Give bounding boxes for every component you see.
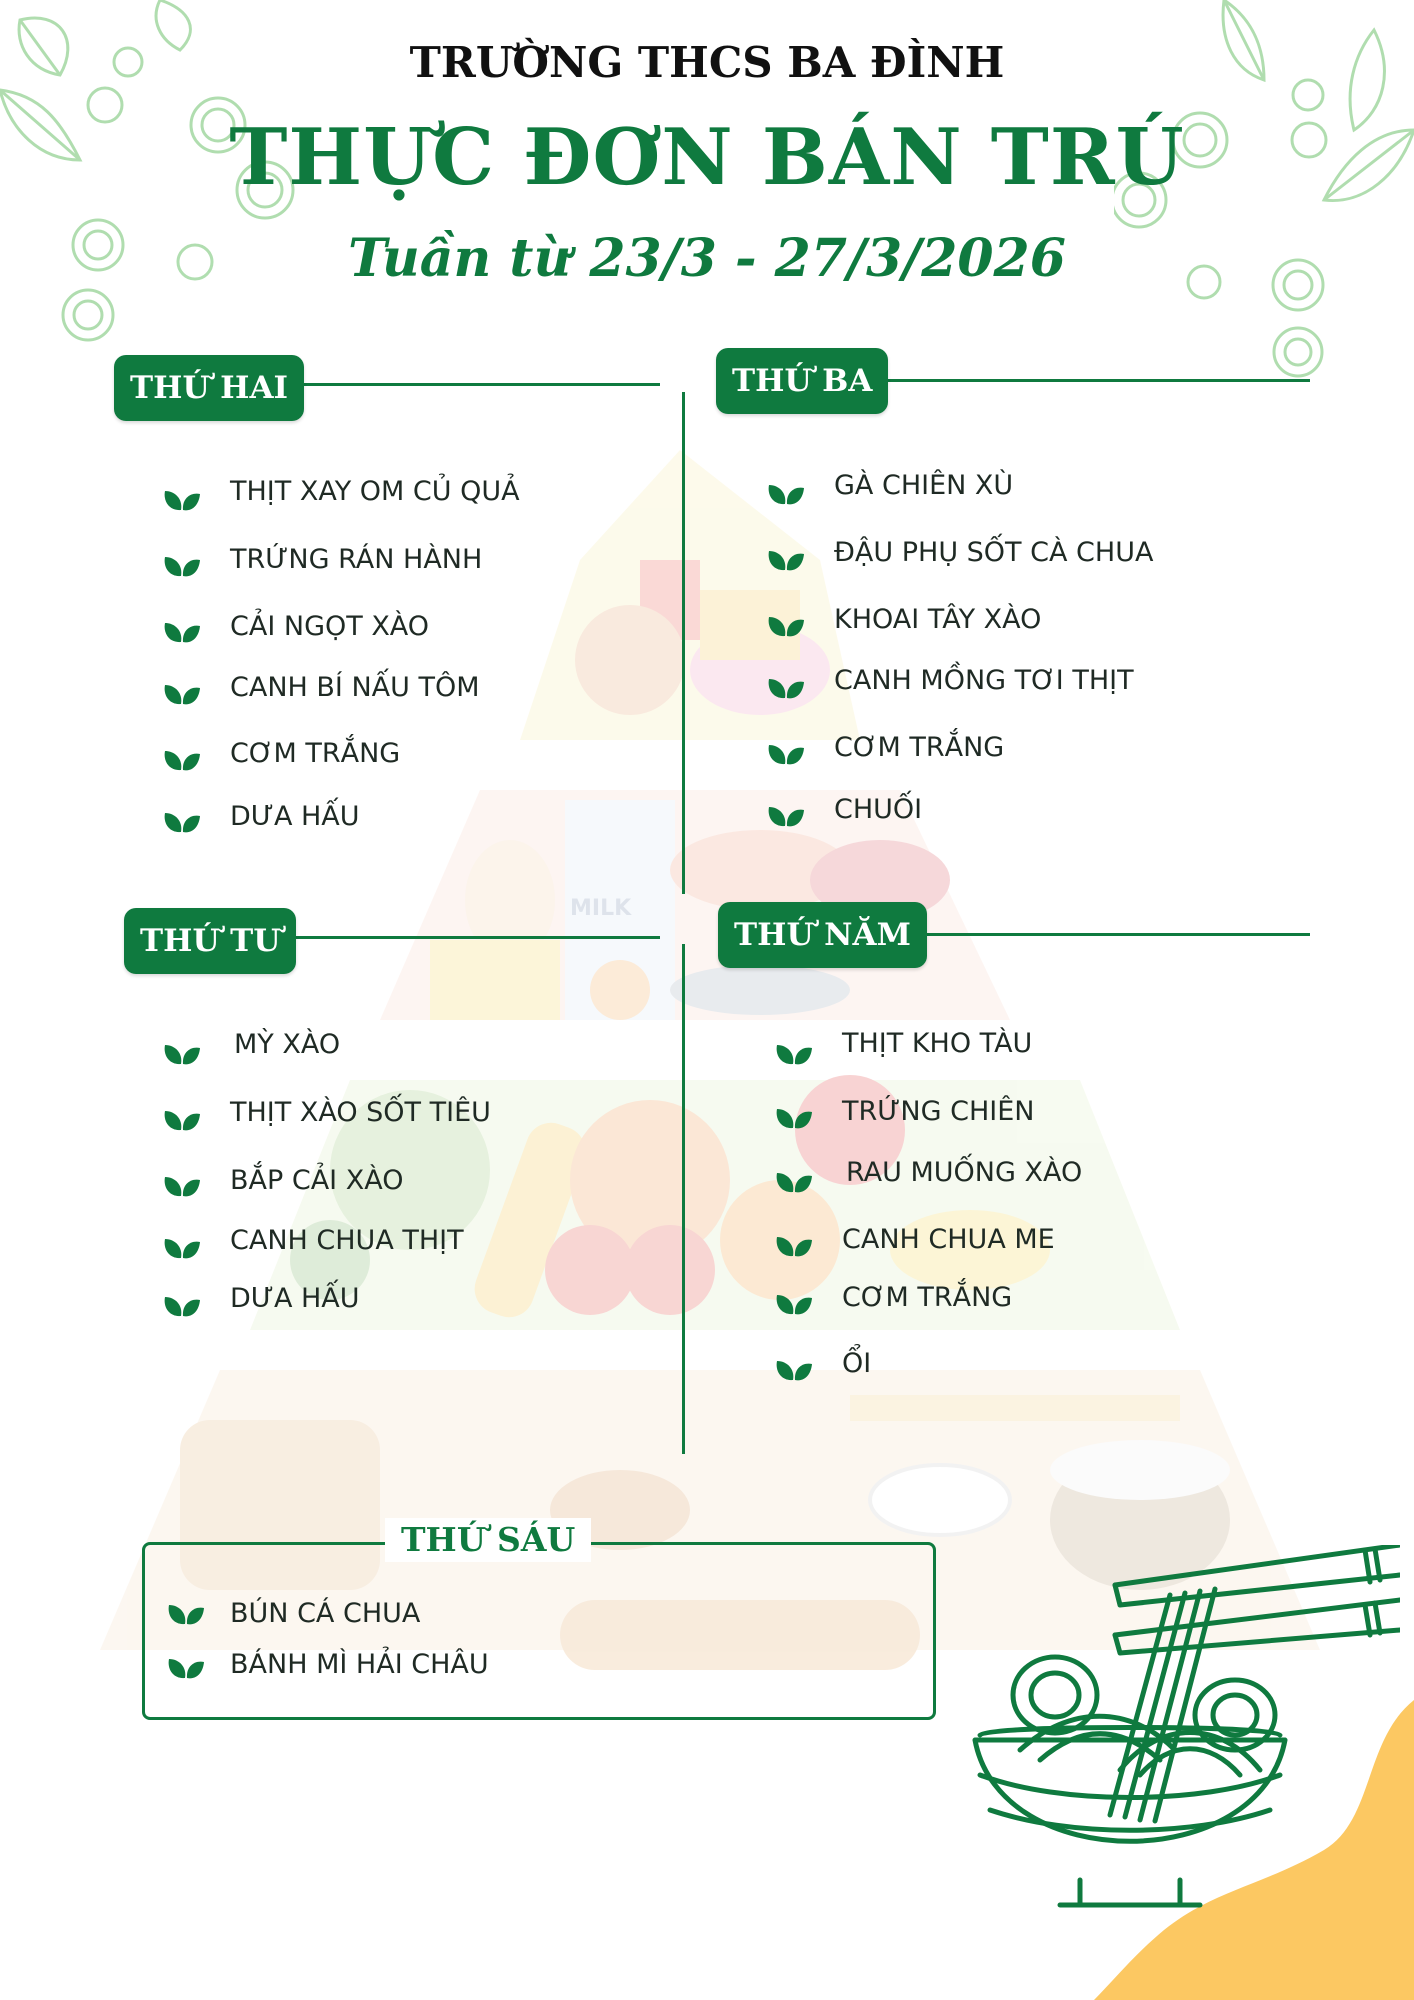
list-item: GÀ CHIÊN XÙ <box>834 470 1014 501</box>
leaf-icon <box>774 1356 814 1384</box>
wednesday-rule <box>284 936 660 939</box>
leaf-icon <box>162 1040 202 1068</box>
list-item: BÚN CÁ CHUA <box>230 1598 421 1629</box>
leaf-icon <box>774 1290 814 1318</box>
school-name: TRƯỜNG THCS BA ĐÌNH <box>409 38 1005 87</box>
leaf-icon <box>774 1168 814 1196</box>
leaf-icon <box>774 1104 814 1132</box>
tuesday-rule <box>878 379 1310 382</box>
list-item: THỊT XÀO SỐT TIÊU <box>230 1097 491 1128</box>
leaf-icon <box>166 1654 206 1682</box>
list-item: CANH BÍ NẤU TÔM <box>230 672 480 703</box>
leaf-icon <box>162 808 202 836</box>
list-item: THỊT KHO TÀU <box>842 1028 1033 1059</box>
list-item: CANH CHUA ME <box>842 1224 1055 1255</box>
list-item: TRỨNG RÁN HÀNH <box>230 544 483 575</box>
monday-rule <box>290 383 660 386</box>
milk-label: MILK <box>570 896 632 921</box>
tab-tuesday: THỨ BA <box>716 348 888 414</box>
week-range: Tuần từ 23/3 - 27/3/2026 <box>348 228 1066 289</box>
noodle-bowl-icon <box>960 1545 1400 1985</box>
center-divider-bottom <box>682 944 685 1454</box>
list-item: CANH MỒNG TƠI THỊT <box>834 665 1134 696</box>
tab-thursday: THỨ NĂM <box>718 902 927 968</box>
leaf-icon <box>766 740 806 768</box>
leaf-icon <box>774 1232 814 1260</box>
list-item: BÁNH MÌ HẢI CHÂU <box>230 1649 489 1680</box>
list-item: ĐẬU PHỤ SỐT CÀ CHUA <box>834 537 1154 568</box>
leaf-icon <box>162 486 202 514</box>
leaf-icon <box>162 618 202 646</box>
leaf-icon <box>162 1234 202 1262</box>
thursday-rule <box>912 933 1310 936</box>
list-item: CANH CHUA THỊT <box>230 1225 464 1256</box>
list-item: DƯA HẤU <box>230 1283 360 1314</box>
list-item: CẢI NGỌT XÀO <box>230 611 430 642</box>
leaf-icon <box>766 480 806 508</box>
leaf-icon <box>766 546 806 574</box>
leaf-icon <box>162 1292 202 1320</box>
leaf-icon <box>162 552 202 580</box>
list-item: KHOAI TÂY XÀO <box>834 604 1042 635</box>
list-item: ỔI <box>842 1348 872 1379</box>
list-item: MỲ XÀO <box>234 1029 341 1060</box>
leaf-icon <box>766 802 806 830</box>
list-item: CƠM TRẮNG <box>834 732 1005 763</box>
list-item: THỊT XAY OM CỦ QUẢ <box>230 476 520 507</box>
yellow-blob <box>1094 1680 1414 2000</box>
friday-title: THỨ SÁU <box>385 1518 591 1562</box>
leaf-icon <box>774 1040 814 1068</box>
leaf-icon <box>162 1106 202 1134</box>
leaf-icon <box>766 674 806 702</box>
page-title: THỰC ĐƠN BÁN TRÚ <box>229 112 1185 203</box>
leaf-icon <box>162 680 202 708</box>
leaf-icon <box>166 1600 206 1628</box>
list-item: DƯA HẤU <box>230 801 360 832</box>
list-item: CƠM TRẮNG <box>230 738 401 769</box>
list-item: TRỨNG CHIÊN <box>842 1096 1035 1127</box>
list-item: RAU MUỐNG XÀO <box>846 1157 1083 1188</box>
leaf-icon <box>766 612 806 640</box>
leaf-icon <box>162 746 202 774</box>
tab-monday: THỨ HAI <box>114 355 304 421</box>
center-divider-top <box>682 392 685 894</box>
list-item: CƠM TRẮNG <box>842 1282 1013 1313</box>
list-item: CHUỐI <box>834 794 923 825</box>
leaf-icon <box>162 1172 202 1200</box>
tab-wednesday: THỨ TƯ <box>124 908 296 974</box>
list-item: BẮP CẢI XÀO <box>230 1165 404 1196</box>
